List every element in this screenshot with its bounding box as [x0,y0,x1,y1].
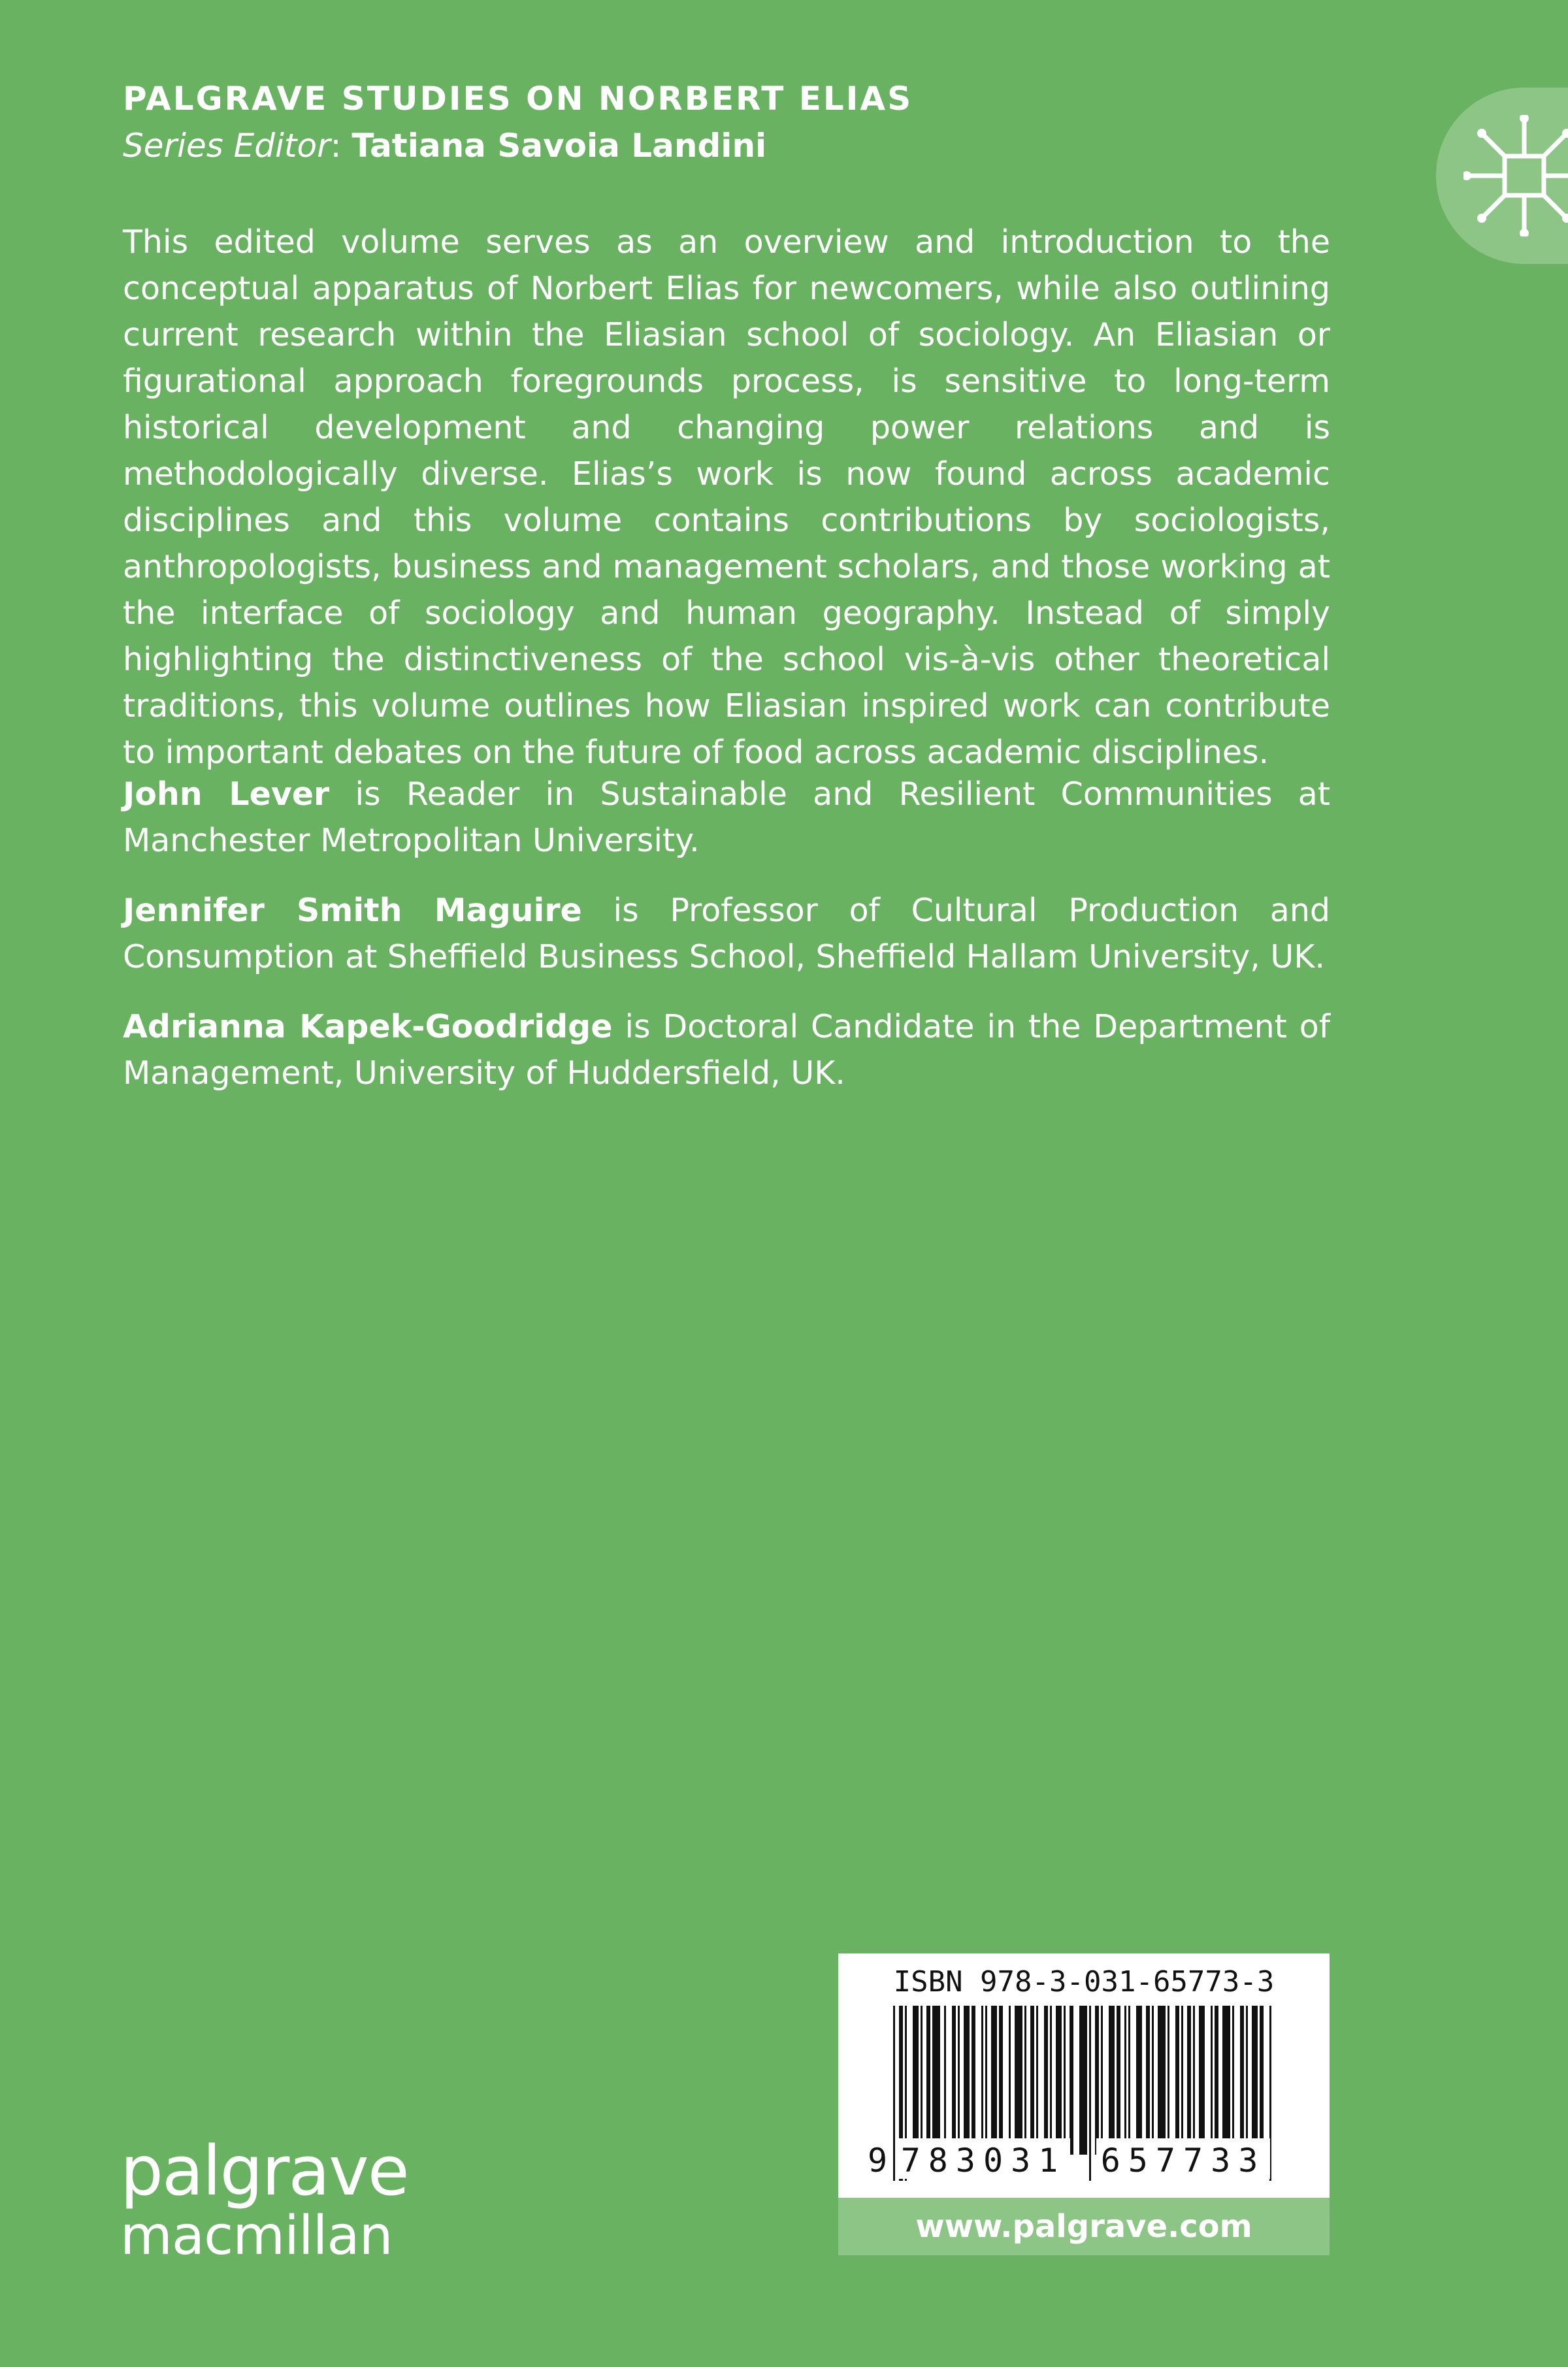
palgrave-node-icon [1463,115,1568,237]
barcode-bar [1070,2006,1073,2155]
barcode-bar [1215,2006,1218,2155]
barcode-bar [926,2006,930,2155]
barcode-bar [1036,2006,1038,2155]
barcode-bar [1101,2006,1103,2155]
author-bio [123,771,1330,864]
barcode-right-digits: 657733 [1100,2142,1266,2179]
barcode-bar [1136,2006,1142,2155]
barcode-bar [1128,2006,1130,2155]
barcode-bar [1024,2006,1026,2155]
barcode-bar [1095,2006,1099,2155]
barcode-bar [952,2006,956,2155]
isbn-label: ISBN 978-3-031-65773-3 [893,1965,1275,1999]
barcode-bar [944,2006,946,2155]
barcode-bar [921,2006,923,2155]
barcode-bar [1124,2006,1126,2155]
barcode-bar [1158,2006,1166,2155]
barcode-bar [958,2006,960,2155]
barcode-bar [964,2006,970,2155]
barcode-bar [1030,2006,1034,2155]
barcode-bar [1222,2006,1230,2155]
isbn-barcode [838,1953,1330,2198]
barcode-bar [1117,2006,1120,2155]
barcode-bar [1152,2006,1154,2155]
author-name: Adrianna Kapek-Goodridge [123,1008,613,1045]
barcode-lead-digit: 9 [867,2142,888,2179]
barcode-bar [1240,2006,1244,2155]
barcode-bar [1252,2006,1258,2155]
author-name: Jennifer Smith Maguire [123,892,582,929]
barcode-bar [991,2006,997,2155]
author-bio [123,887,1330,980]
barcode-bar [999,2006,1003,2155]
author-name: John Lever [123,775,330,813]
publisher-logo [120,2131,408,2267]
barcode-bar [1246,2006,1248,2155]
series-editor-name: Tatiana Savoia Landini [351,127,767,165]
barcode-bar [932,2006,940,2155]
barcode-bar [1260,2006,1264,2155]
author-description: is Reader in Sustainable and Resilient Communities at Manchester Metropolitan University. [123,775,1330,859]
series-editor [123,127,766,165]
barcode-bar [1175,2006,1179,2155]
publisher-logo-line2: macmillan [120,2205,393,2267]
barcode-bar [1064,2006,1066,2155]
book-blurb: This edited volume serves as an overview and introduction to the conceptual apparatus of Norbert Elias for newcomers, while also outlining current research within the Eliasian school of sociology. An Eliasian or figurational approach foregrounds process, is sensitive to long-term historical development and changing power relations and is methodologically diverse. Elias’s work is now found across academic disciplines and this volume contains contributions by sociologists, anthropologists, business and management scholars, and those working at the interface of sociology and human geography. Instead of simply highlighting the distinctiveness of the school vis-à-vis other theoretical traditions, this volume outlines how Eliasian inspired work can contribute to important debates on the future of food across academic disciplines. [123,223,1330,771]
author-bios [123,771,1330,1120]
barcode-bar [1015,2006,1022,2155]
barcode-bar [1044,2006,1048,2155]
barcode-bar [1079,2006,1087,2155]
barcode-bar [1211,2006,1213,2155]
barcode-bar [1193,2006,1195,2155]
palgrave-badge [1436,88,1568,264]
barcode-bar [1168,2006,1169,2155]
barcode-bar [1089,2006,1091,2181]
barcode-bar [985,2006,987,2155]
barcode-bar [972,2006,975,2155]
author-description: is Professor of Cultural Production and Consumption at Sheffield Business School, Sheffield Hallam University, UK. [123,892,1330,975]
barcode-bar [1187,2006,1191,2155]
series-title: PALGRAVE STUDIES ON NORBERT ELIAS [123,80,913,118]
publisher-website: www.palgrave.com [838,2198,1330,2255]
series-editor-separator: : [330,127,342,165]
barcode-bar [981,2006,983,2155]
publisher-logo-line1: palgrave [120,2131,408,2211]
series-editor-label: Series Editor [123,127,331,165]
barcode-bar [1009,2006,1011,2155]
author-description: is Doctoral Candidate in the Department of Management, University of Huddersfield, UK. [123,1008,1330,1092]
barcode-bar [1232,2006,1234,2155]
barcode-graphic [838,1953,1330,2198]
author-bio [123,1004,1330,1096]
barcode-bar [913,2006,919,2155]
barcode-bar [1109,2006,1115,2155]
barcode-bar [893,2006,895,2181]
barcode-bar [1050,2006,1052,2155]
barcode-bar [1181,2006,1183,2155]
barcode-left-digits: 783031 [900,2142,1066,2179]
barcode-bar [1056,2006,1062,2155]
barcode-bar [1146,2006,1150,2155]
barcode-bar [1199,2006,1205,2155]
